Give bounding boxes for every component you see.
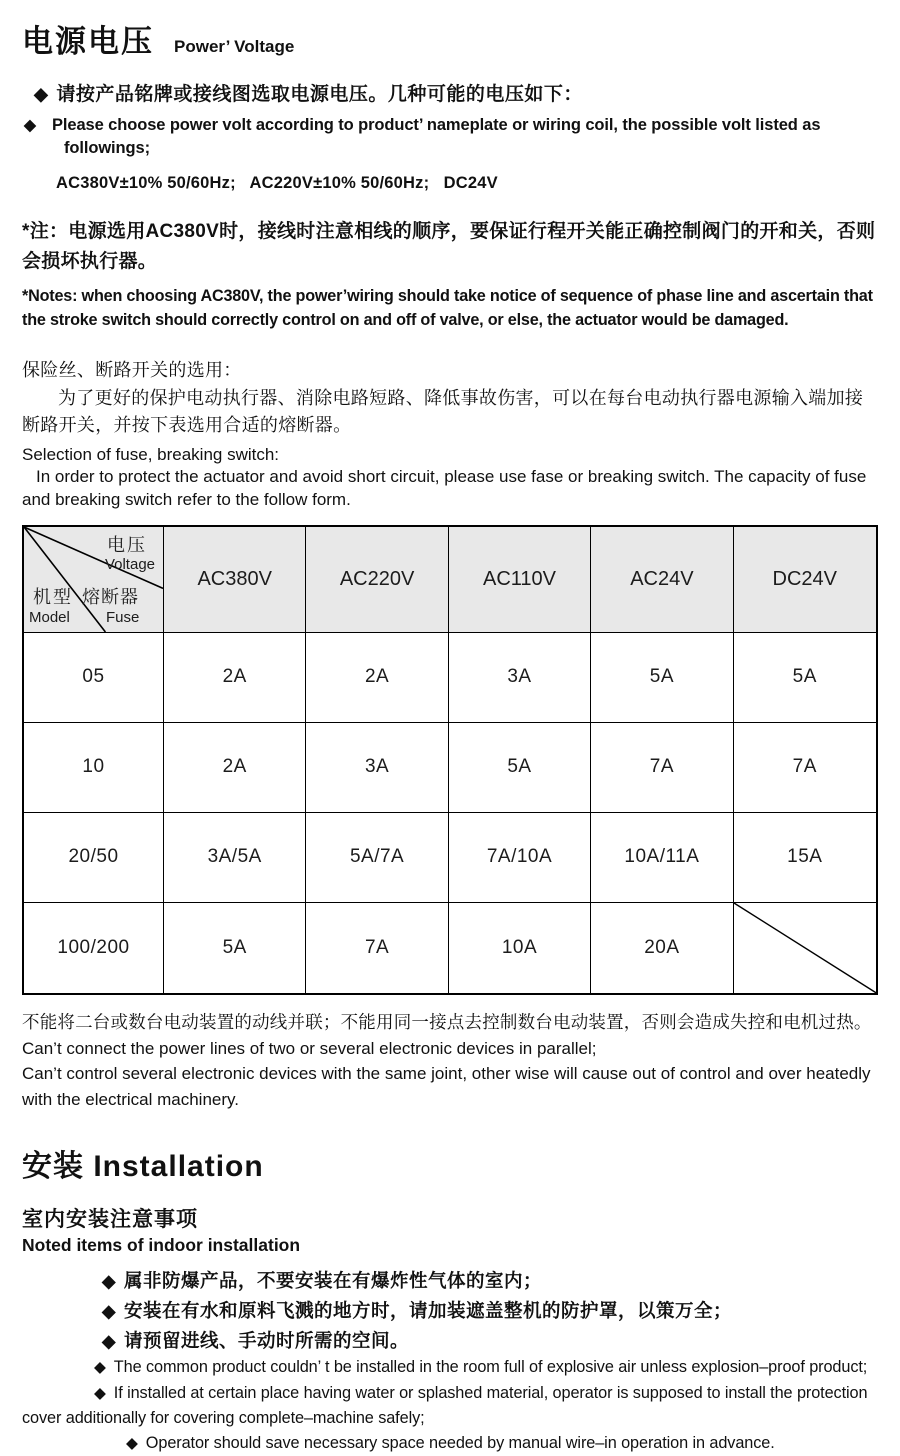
voltage-options-line: AC380V±10% 50/60Hz; AC220V±10% 50/60Hz; DC24V — [56, 174, 498, 193]
row-model-cell: 05 — [24, 633, 164, 723]
row-model-cell: 10 — [24, 723, 164, 813]
table-cell: 5A — [591, 633, 733, 723]
corner-model-label-cn: 机型 — [33, 586, 73, 607]
column-header-ac24v: AC24V — [591, 527, 733, 633]
installation-bullet-cn-text: 请预留进线、手动时所需的空间。 — [124, 1329, 410, 1351]
table-cell: 10A/11A — [591, 813, 733, 903]
installation-bullet-en — [22, 1381, 878, 1432]
parallel-warning-cn: 不能将二台或数台电动装置的动线并联；不能用同一接点去控制数台电动装置，否则会造成失控和电机过热。 — [22, 1011, 872, 1032]
installation-bullet-en — [22, 1355, 878, 1380]
fuse-selection-body-cn: 为了更好的保护电动执行器、消除电路短路、降低事故伤害，可以在每台电动执行器电源输入端加接断路开关，并按下表选用合适的熔断器。 — [22, 387, 864, 436]
row-model-cell: 100/200 — [24, 903, 164, 993]
diamond-bullet-icon: ◆ — [102, 1271, 117, 1292]
diamond-bullet-icon: ◆ — [94, 1384, 106, 1402]
section-title-en: Power’ Voltage — [174, 37, 295, 56]
installation-bullet-cn-text: 安装在有水和原料飞溅的地方时，请加装遮盖整机的防护罩，以策万全； — [124, 1299, 733, 1321]
corner-voltage-label-en: Voltage — [104, 555, 155, 573]
corner-fuse-label-cn: 熔断器 — [82, 586, 139, 607]
table-cell: 3A/5A — [164, 813, 306, 903]
table-cell: 20A — [591, 903, 733, 993]
table-cell: 7A/10A — [449, 813, 591, 903]
table-cell: 5A/7A — [306, 813, 448, 903]
parallel-warning-en-line2: Can’t control several electronic devices with the same joint, other wise will cause out of control and over heatedly with the electrical machinery. — [22, 1064, 871, 1110]
fuse-selection-en — [22, 444, 878, 510]
table-cell: 2A — [164, 633, 306, 723]
corner-fuse-label-en: Fuse — [106, 608, 140, 626]
installation-bullet-cn — [22, 1326, 878, 1356]
power-bullet-cn — [22, 79, 878, 106]
installation-title: 安装 Installation — [22, 1150, 264, 1184]
section-title-cn: 电源电压 — [22, 24, 154, 59]
power-bullet-en-text: Please choose power volt according to product’ nameplate or wiring coil, the possible volt listed as followings; — [52, 116, 821, 158]
table-cell: 10A — [449, 903, 591, 993]
parallel-warning-en — [22, 1036, 878, 1113]
column-header-ac380v: AC380V — [164, 527, 306, 633]
installation-subtitle-en: Noted items of indoor installation — [22, 1235, 301, 1256]
power-note-en: *Notes: when choosing AC380V, the power’wiring should take notice of sequence of phase line and ascertain that the stroke switch should correctly control on and off of valve, or else, the actuator would be damaged. — [22, 287, 873, 330]
installation-subtitle-cn: 室内安装注意事项 — [22, 1208, 198, 1232]
installation-bullet-en-text: If installed at certain place having water or splashed material, operator is supposed to install the protection cover additionally for covering complete–machine safely; — [22, 1383, 868, 1427]
diamond-bullet-icon: ◆ — [102, 1300, 117, 1321]
table-cell: 3A — [306, 723, 448, 813]
section-title-power-voltage — [22, 16, 878, 61]
fuse-selection-heading-en: Selection of fuse, breaking switch: — [22, 445, 280, 465]
installation-bullet-en — [22, 1431, 878, 1456]
column-header-ac110v: AC110V — [449, 527, 591, 633]
fuse-selection-body-en: In order to protect the actuator and avoid short circuit, please use fase or breaking switch. The capacity of fuse and breaking switch refer to the follow form. — [22, 467, 867, 509]
fuse-selection-heading-cn: 保险丝、断路开关的选用： — [22, 359, 242, 380]
fuse-table — [22, 525, 878, 995]
installation-bullet-cn-text: 属非防爆产品，不要安装在有爆炸性气体的室内； — [124, 1270, 543, 1292]
row-model-cell: 20/50 — [24, 813, 164, 903]
column-header-ac220v: AC220V — [306, 527, 448, 633]
table-cell: 5A — [449, 723, 591, 813]
diamond-bullet-icon: ◆ — [126, 1435, 138, 1453]
diagonal-slash-icon — [734, 903, 876, 993]
power-note-cn: *注：电源选用AC380V时，接线时注意相线的顺序，要保证行程开关能正确控制阀门的开和关，否则会损坏执行器。 — [22, 221, 876, 272]
installation-bullet-cn — [22, 1296, 878, 1326]
table-cell: 7A — [591, 723, 733, 813]
diamond-bullet-icon: ◆ — [94, 1359, 106, 1377]
table-cell: 3A — [449, 633, 591, 723]
parallel-warning-en-line1: Can’t connect the power lines of two or several electronic devices in parallel; — [22, 1038, 597, 1058]
corner-voltage-label-cn: 电压 — [107, 534, 147, 555]
table-cell: 5A — [164, 903, 306, 993]
table-cell: 2A — [306, 633, 448, 723]
column-header-dc24v: DC24V — [734, 527, 876, 633]
table-cell: 7A — [306, 903, 448, 993]
table-cell: 7A — [734, 723, 876, 813]
fuse-selection-cn — [22, 357, 878, 441]
power-bullet-en: ◆ Please choose power volt according to product’ nameplate or wiring coil, the possible volt listed as followings; — [24, 116, 821, 158]
installation-bullet-en-text: Operator should save necessary space needed by manual wire–in operation in advance. — [145, 1434, 775, 1453]
diamond-bullet-icon: ◆ — [34, 84, 49, 104]
fuse-table-corner-cell — [24, 527, 164, 633]
table-cell: 15A — [734, 813, 876, 903]
power-bullet-cn-text: 请按产品铭牌或接线图选取电源电压。几种可能的电压如下： — [56, 84, 583, 105]
empty-diagonal-cell — [734, 903, 876, 993]
installation-bullet-en-text: The common product couldn’ t be installed in the room full of explosive air unless explosion–proof product; — [113, 1358, 868, 1377]
installation-bullet-cn — [22, 1266, 878, 1296]
table-cell: 5A — [734, 633, 876, 723]
table-cell: 2A — [164, 723, 306, 813]
corner-model-label-en: Model — [29, 608, 70, 626]
diamond-bullet-icon: ◆ — [102, 1330, 117, 1351]
